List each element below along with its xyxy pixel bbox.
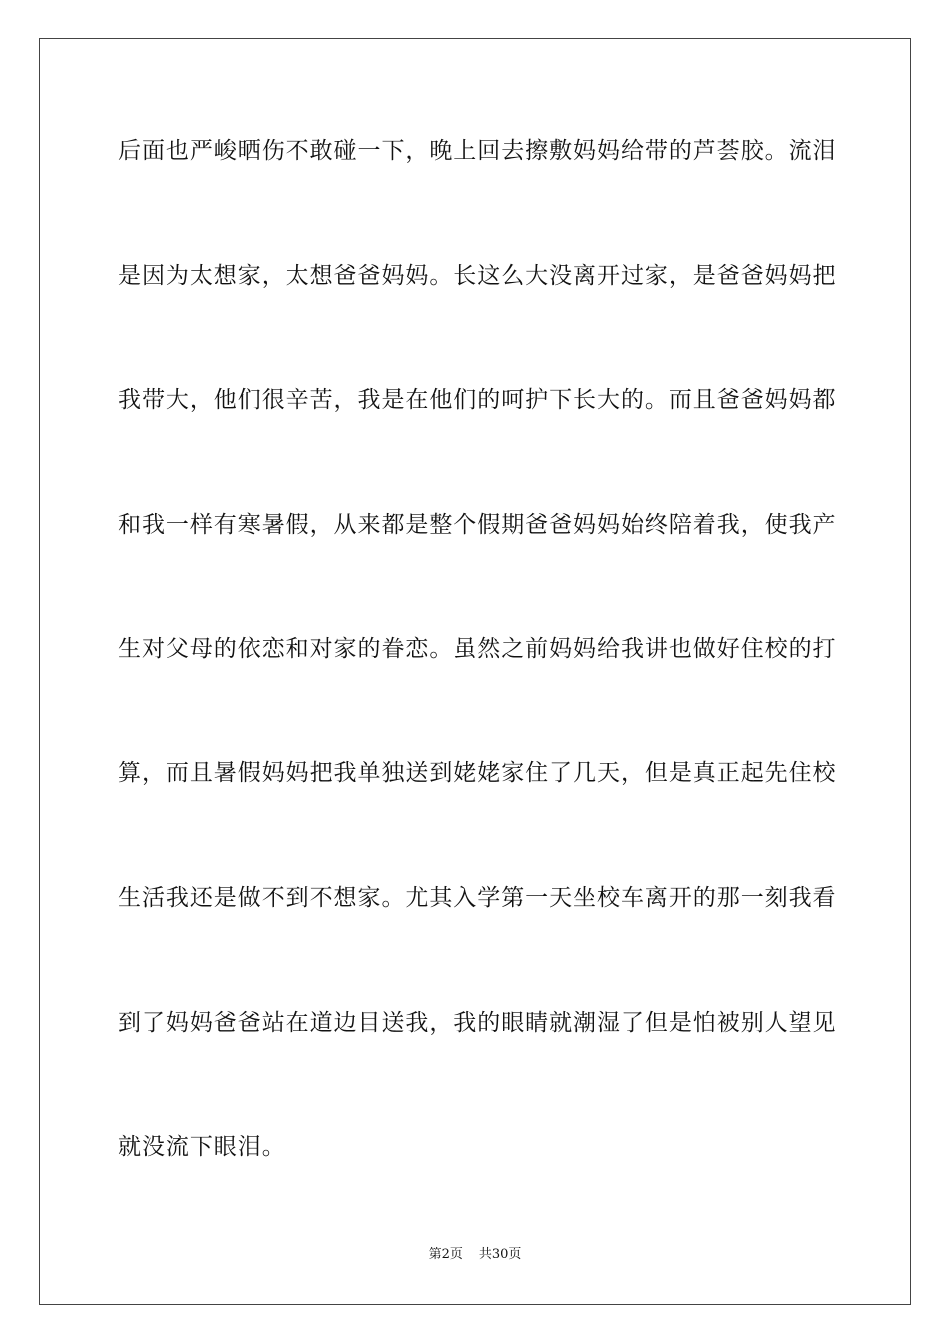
text-line: 算，而且暑假妈妈把我单独送到姥姥家住了几天，但是真正起先住校: [118, 760, 837, 786]
page-total: 共30页: [478, 1247, 522, 1262]
text-line: 我带大，他们很辛苦，我是在他们的呵护下长大的。而且爸爸妈妈都: [118, 387, 837, 413]
page-number: 第2页: [428, 1247, 463, 1262]
text-line: 生活我还是做不到不想家。尤其入学第一天坐校车离开的那一刻我看: [118, 885, 837, 911]
text-line: 是因为太想家，太想爸爸妈妈。长这么大没离开过家，是爸爸妈妈把: [118, 263, 837, 289]
text-line: 和我一样有寒暑假，从来都是整个假期爸爸妈妈始终陪着我，使我产: [118, 512, 837, 538]
page-footer: [0, 1246, 950, 1264]
text-line: 到了妈妈爸爸站在道边目送我，我的眼睛就潮湿了但是怕被别人望见: [118, 1010, 837, 1036]
text-line: 后面也严峻晒伤不敢碰一下，晚上回去擦敷妈妈给带的芦荟胶。流泪: [118, 138, 837, 164]
text-line: 就没流下眼泪。: [118, 1134, 286, 1160]
page-frame: [39, 38, 911, 1305]
text-line: 生对父母的依恋和对家的眷恋。虽然之前妈妈给我讲也做好住校的打: [118, 636, 837, 662]
